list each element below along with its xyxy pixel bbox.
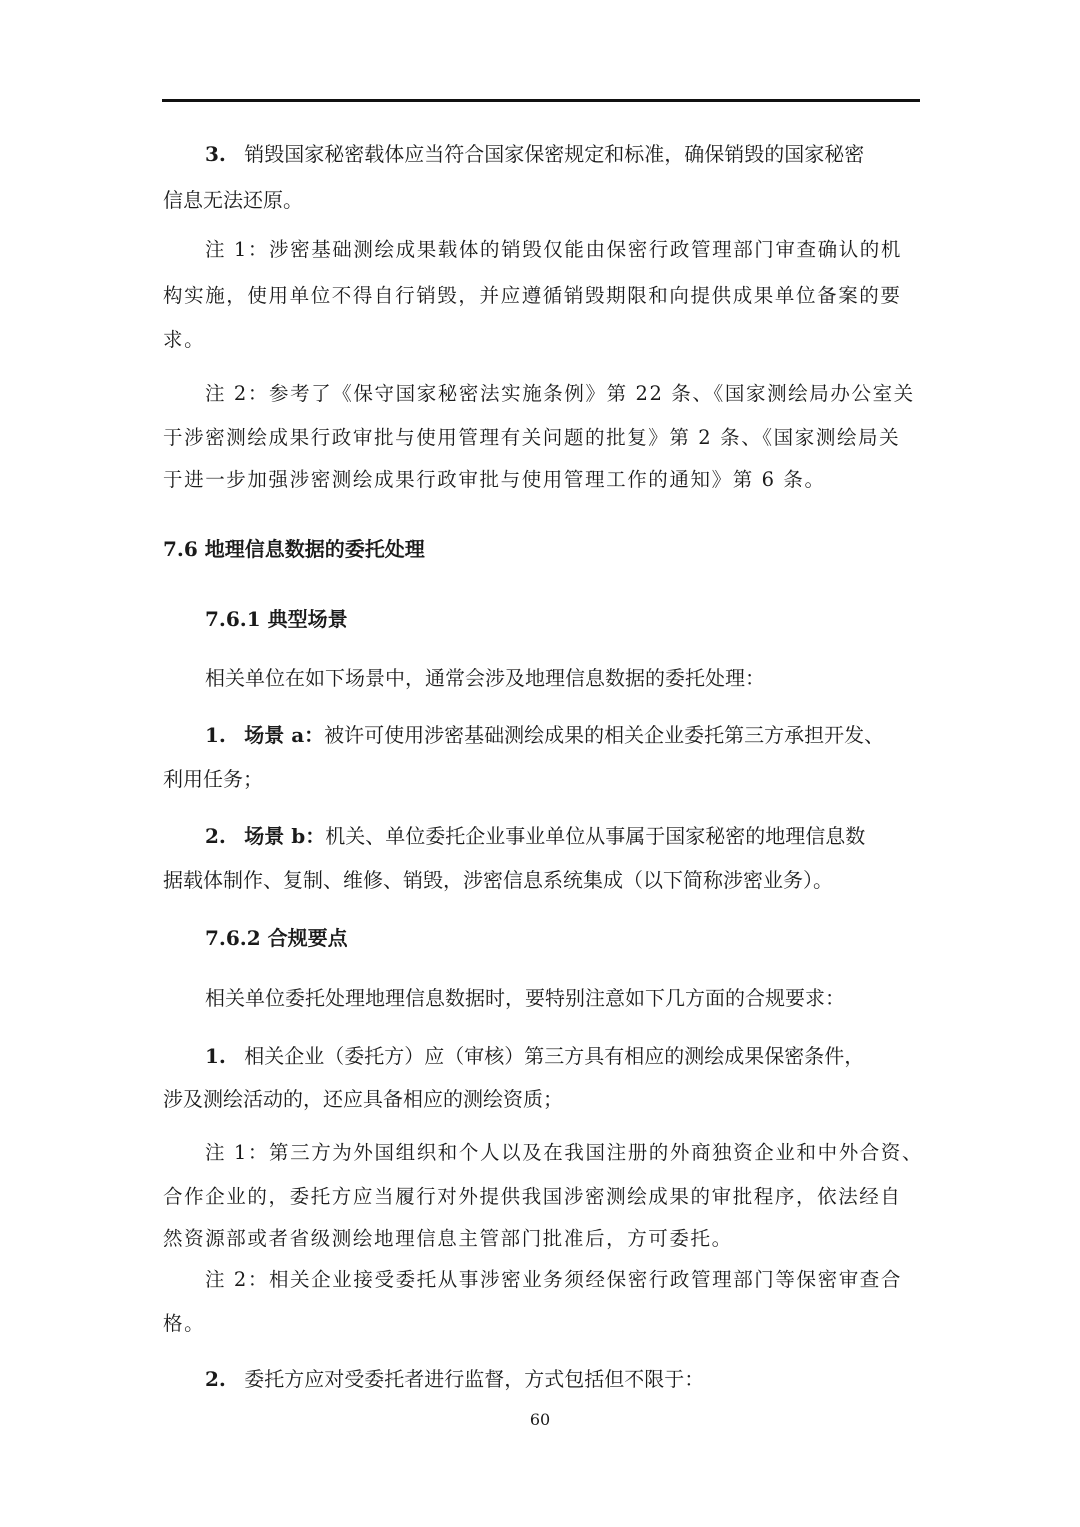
intro-paragraph-2: 相关单位委托处理地理信息数据时，要特别注意如下几方面的合规要求： bbox=[205, 986, 845, 1010]
compliance-note-1-line-2: 合作企业的，委托方应当履行对外提供我国涉密测绘成果的审批程序，依法经自 bbox=[163, 1185, 902, 1208]
scenario-a-line-2: 利用任务； bbox=[163, 767, 263, 791]
header-rule bbox=[162, 99, 920, 102]
compliance-note-1-line-3: 然资源部或者省级测绘地理信息主管部门批准后，方可委托。 bbox=[163, 1227, 733, 1250]
note-1-line-3: 求。 bbox=[163, 328, 206, 351]
section-heading-7-6: 7.6 地理信息数据的委托处理 bbox=[163, 537, 425, 561]
page-number: 60 bbox=[529, 1410, 551, 1429]
scenario-a-number: 1. bbox=[205, 723, 226, 747]
compliance-note-2-line-1: 注 2：相关企业接受委托从事涉密业务须经保密行政管理部门等保密审查合 bbox=[205, 1268, 903, 1291]
intro-paragraph-1: 相关单位在如下场景中，通常会涉及地理信息数据的委托处理： bbox=[205, 666, 765, 690]
scenario-b-line-1 bbox=[205, 822, 865, 850]
item-3-text: 销毁国家秘密载体应当符合国家保密规定和标准，确保销毁的国家秘密 bbox=[244, 142, 865, 166]
item-3-line-2: 信息无法还原。 bbox=[163, 188, 303, 212]
note-2-line-2: 于涉密测绘成果行政审批与使用管理有关问题的批复》第 2 条、《国家测绘局关 bbox=[163, 426, 901, 449]
compliance-note-1-line-1: 注 1：第三方为外国组织和个人以及在我国注册的外商独资企业和中外合资、 bbox=[205, 1141, 924, 1164]
subsection-heading-7-6-2: 7.6.2 合规要点 bbox=[205, 926, 348, 950]
scenario-a-line-1 bbox=[205, 721, 884, 749]
compliance-1-number: 1. bbox=[205, 1044, 226, 1068]
compliance-1-text: 相关企业（委托方）应（审核）第三方具有相应的测绘成果保密条件， bbox=[244, 1044, 865, 1068]
item-3-number: 3. bbox=[205, 142, 226, 166]
compliance-1-line-2: 涉及测绘活动的，还应具备相应的测绘资质； bbox=[163, 1087, 563, 1111]
scenario-b-line-2: 据载体制作、复制、维修、销毁，涉密信息系统集成（以下简称涉密业务）。 bbox=[163, 868, 833, 892]
scenario-b-number: 2. bbox=[205, 824, 226, 848]
compliance-2-number: 2. bbox=[205, 1367, 226, 1391]
item-3-line-1 bbox=[205, 140, 864, 168]
scenario-b-text: 机关、单位委托企业事业单位从事属于国家秘密的地理信息数 bbox=[325, 824, 866, 848]
subsection-heading-7-6-1: 7.6.1 典型场景 bbox=[205, 607, 348, 631]
note-1-line-2: 构实施，使用单位不得自行销毁，并应遵循销毁期限和向提供成果单位备案的要 bbox=[163, 284, 902, 307]
scenario-b-label: 场景 b： bbox=[244, 824, 326, 848]
note-1-line-1: 注 1：涉密基础测绘成果载体的销毁仅能由保密行政管理部门审查确认的机 bbox=[205, 238, 903, 261]
note-2-line-3: 于进一步加强涉密测绘成果行政审批与使用管理工作的通知》第 6 条。 bbox=[163, 468, 826, 491]
scenario-a-text: 被许可使用涉密基础测绘成果的相关企业委托第三方承担开发、 bbox=[324, 723, 885, 747]
compliance-2-text: 委托方应对受委托者进行监督，方式包括但不限于： bbox=[244, 1367, 705, 1391]
note-2-line-1: 注 2：参考了《保守国家秘密法实施条例》第 22 条、《国家测绘局办公室关 bbox=[205, 382, 915, 405]
compliance-note-2-line-2: 格。 bbox=[163, 1312, 206, 1335]
compliance-2-line-1 bbox=[205, 1365, 704, 1393]
compliance-1-line-1 bbox=[205, 1042, 864, 1070]
scenario-a-label: 场景 a： bbox=[244, 723, 325, 747]
